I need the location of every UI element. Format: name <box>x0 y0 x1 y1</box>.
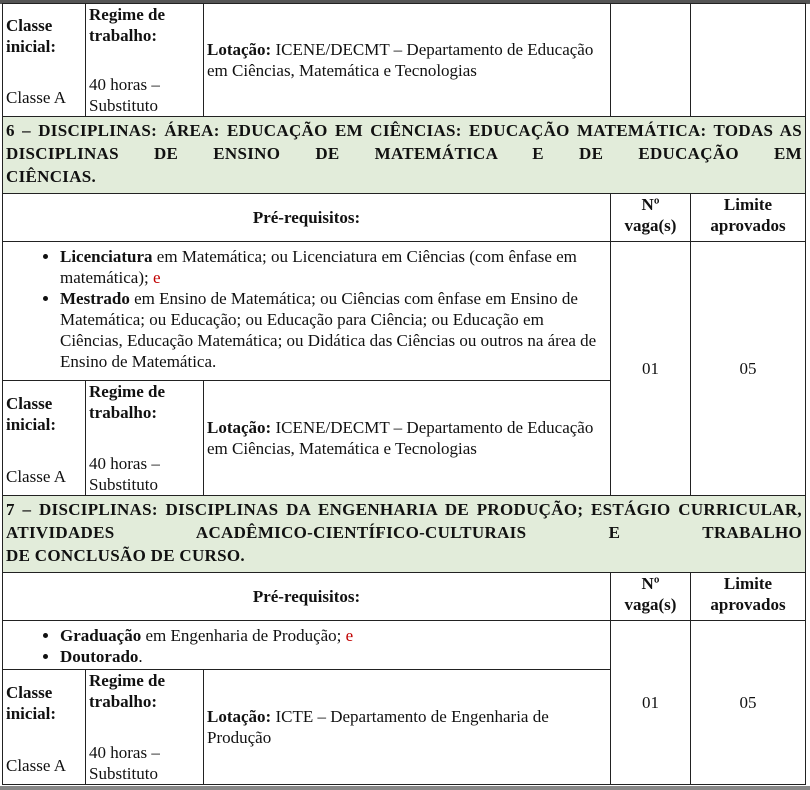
section6-heading-line1: 6 – DISCIPLINAS: ÁREA: EDUCAÇÃO EM CIÊNCIAS: EDUCAÇÃO MATEMÁTICA: <box>6 121 707 140</box>
section7-heading-line2: CURRICULAR, ATIVIDADES ACADÊMICO-CIENTÍFICO-CULTURAIS E TRABALHO <box>6 500 802 542</box>
list-item: • Mestrado em Ensino de Matemática; ou Ciências com ênfase em Ensino de Matemática; ou Educação; ou Educação para Ciência; ou Educação em Ciências, Educação Matemática; ou Didática das Ciências ou outros na área de Ensino de Matemática. <box>60 288 610 372</box>
section7-heading <box>3 496 806 573</box>
regime-value: 40 horas – Substituto <box>89 454 160 494</box>
section6-heading-row <box>3 117 806 194</box>
classe-value: Classe A <box>6 467 66 486</box>
lotacao-label: Lotação: <box>207 418 272 437</box>
section7-lotacao-cell <box>204 670 611 785</box>
section6-header-row <box>3 194 806 242</box>
section6-heading <box>3 117 806 194</box>
section7-regime-cell <box>86 670 204 785</box>
section6-prereq-header: Pré-requisitos: <box>3 194 611 242</box>
section7-limite: 05 <box>691 621 806 785</box>
section6-limite: 05 <box>691 242 806 496</box>
regime-label: Regime de trabalho: <box>89 5 166 45</box>
vacancy-table <box>2 3 806 785</box>
regime-label: Regime de trabalho: <box>89 382 166 422</box>
top-block-row <box>3 4 806 117</box>
regime-value: 40 horas – Substituto <box>89 743 160 783</box>
list-item: • Graduação em Engenharia de Produção; e <box>60 625 610 646</box>
section7-prereq-header: Pré-requisitos: <box>3 573 611 621</box>
list-item: • Doutorado. <box>60 646 610 667</box>
section6-req-row <box>3 242 806 381</box>
lotacao-cell <box>204 4 611 117</box>
section6-regime-cell <box>86 381 204 496</box>
regime-label: Regime de trabalho: <box>89 671 166 711</box>
lotacao-value: ICENE/DECMT – Departamento de Educação em Ciências, Matemática e Tecnologias <box>207 40 594 80</box>
section7-req-row <box>3 621 806 670</box>
section6-req-list <box>3 246 610 372</box>
section7-heading-line1: 7 – DISCIPLINAS: DISCIPLINAS DA ENGENHARIA DE PRODUÇÃO; ESTÁGIO <box>6 500 671 519</box>
list-item: • Licenciatura em Matemática; ou Licenciatura em Ciências (com ênfase em matemática); e <box>60 246 610 288</box>
vagas-cell <box>611 4 691 117</box>
section7-vagas-header: Nº vaga(s) <box>611 573 691 621</box>
classe-label: Classe inicial: <box>6 683 57 723</box>
limite-cell <box>691 4 806 117</box>
section7-vagas: 01 <box>611 621 691 785</box>
section6-vagas-header: Nº vaga(s) <box>611 194 691 242</box>
lotacao-label: Lotação: <box>207 707 272 726</box>
section6-lotacao-cell <box>204 381 611 496</box>
section6-requirements <box>3 242 611 381</box>
section7-heading-row <box>3 496 806 573</box>
page-bottom-border <box>0 786 810 790</box>
lotacao-label: Lotação: <box>207 40 272 59</box>
section6-heading-line3: CIÊNCIAS. <box>6 167 97 186</box>
section7-requirements <box>3 621 611 670</box>
section6-heading-line2: TODAS AS DISCIPLINAS DE ENSINO DE MATEMÁTICA E DE EDUCAÇÃO EM <box>6 121 802 163</box>
classe-cell <box>3 4 86 117</box>
lotacao-value: ICENE/DECMT – Departamento de Educação em Ciências, Matemática e Tecnologias <box>207 418 594 458</box>
classe-value: Classe A <box>6 88 66 107</box>
section6-limite-header: Limite aprovados <box>691 194 806 242</box>
classe-value: Classe A <box>6 756 66 775</box>
section6-vagas: 01 <box>611 242 691 496</box>
lotacao-value: ICTE – Departamento de Engenharia de Produção <box>207 707 549 747</box>
classe-label: Classe inicial: <box>6 394 57 434</box>
regime-cell <box>86 4 204 117</box>
section7-heading-line3: DE CONCLUSÃO DE CURSO. <box>6 546 245 565</box>
classe-label: Classe inicial: <box>6 16 57 56</box>
section7-classe-cell <box>3 670 86 785</box>
section7-req-list <box>3 625 610 667</box>
section7-limite-header: Limite aprovados <box>691 573 806 621</box>
regime-value: 40 horas – Substituto <box>89 75 160 115</box>
section7-header-row <box>3 573 806 621</box>
section6-classe-cell <box>3 381 86 496</box>
